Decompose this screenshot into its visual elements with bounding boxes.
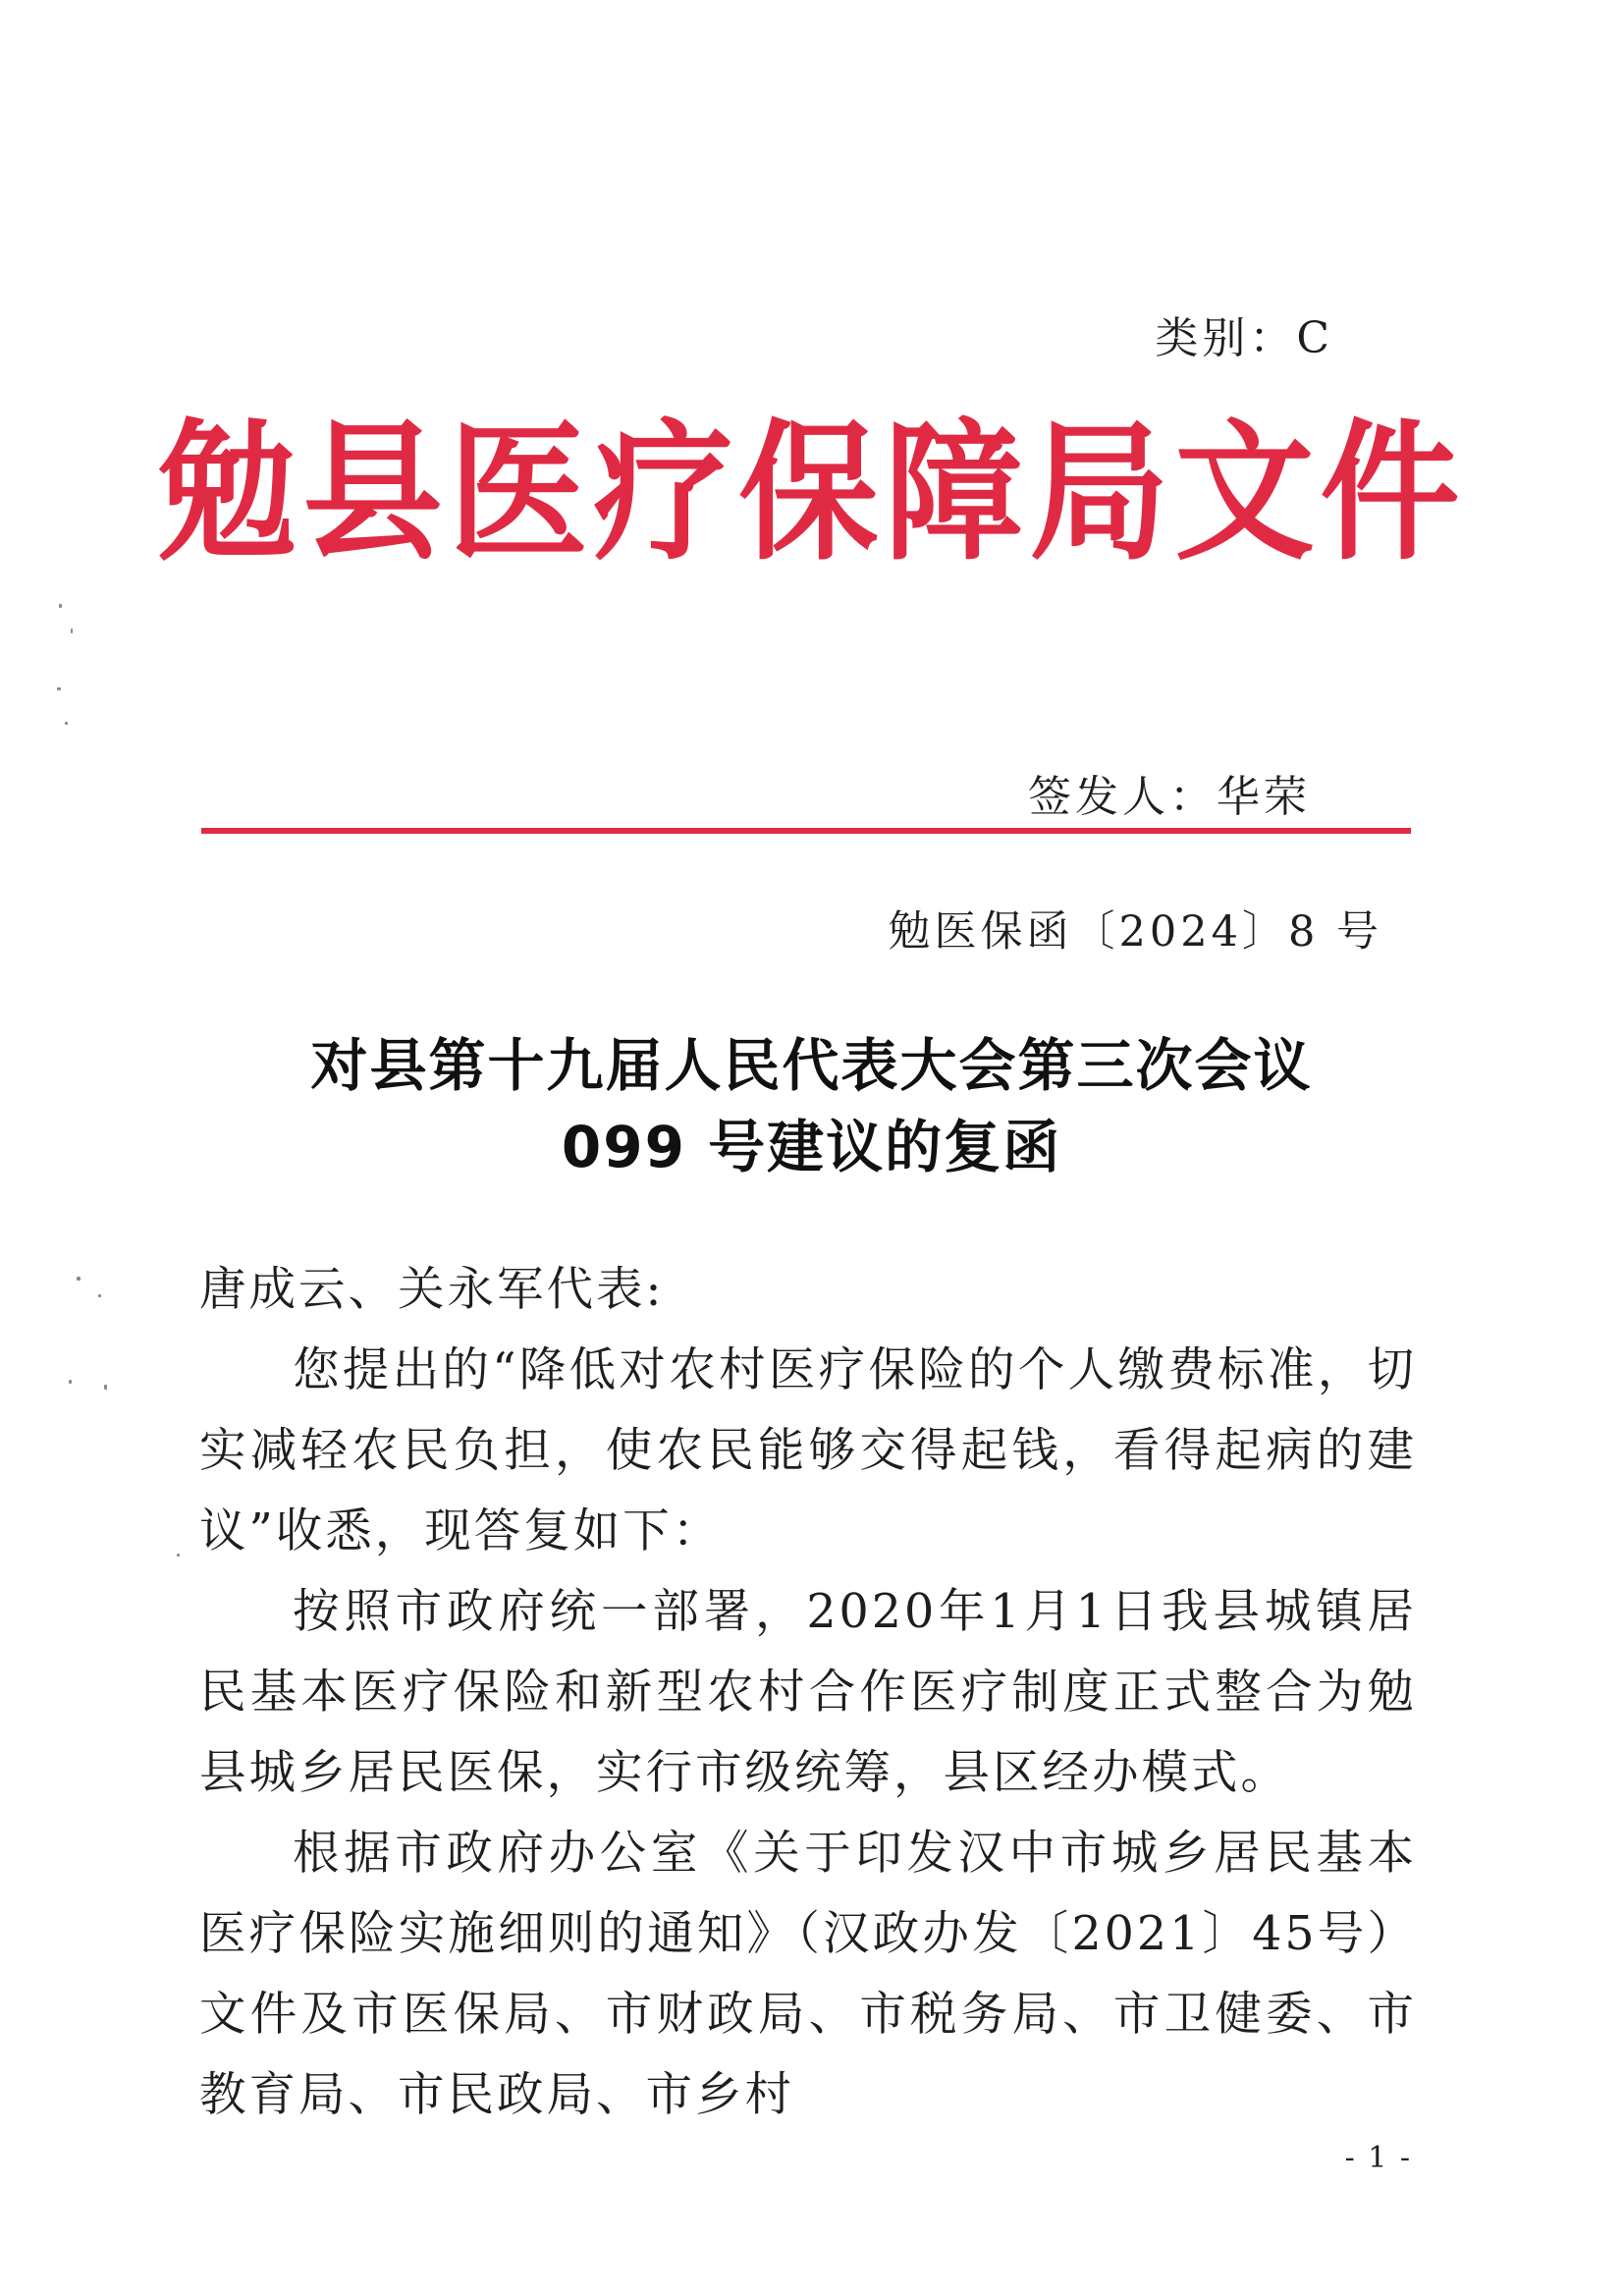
red-divider-line: [201, 828, 1411, 834]
document-title-line-1: 对县第十九届人民代表大会第三次会议: [310, 1032, 1313, 1099]
scan-speck: [177, 1554, 180, 1557]
scan-speck: [104, 1385, 107, 1390]
scan-speck: [65, 722, 68, 725]
scan-speck: [98, 1294, 101, 1297]
category-label: 类别：C: [1155, 313, 1333, 363]
scan-speck: [77, 1277, 81, 1281]
document-number: 勉医保函〔2024〕8 号: [888, 907, 1382, 957]
scan-speck: [71, 629, 73, 633]
document-title-line-2: 099 号建议的复函: [561, 1114, 1062, 1180]
scan-speck: [59, 604, 62, 608]
body-paragraph: 按照市政府统一部署，2020年1月1日我县城镇居民基本医疗保险和新型农村合作医疗制度正式整合为勉县城乡居民医保，实行市级统筹，县区经办模式。: [199, 1585, 1417, 1800]
body-paragraph: 您提出的“降低对农村医疗保险的个人缴费标准，切实减轻农民负担，使农民能够交得起钱，看得起病的建议”收悉，现答复如下：: [199, 1343, 1417, 1558]
issuer-header-title: 勉县医疗保障局文件: [157, 406, 1466, 581]
salutation: 唐成云、关永军代表:: [199, 1263, 665, 1317]
scan-speck: [69, 1380, 72, 1384]
page-number: - 1 -: [1344, 2141, 1412, 2175]
body-paragraph: 根据市政府办公室《关于印发汉中市城乡居民基本医疗保险实施细则的通知》（汉政办发〔2021〕45号）文件及市医保局、市财政局、市税务局、市卫健委、市教育局、市民政局、市乡村: [199, 1827, 1417, 2122]
scan-speck: [57, 687, 61, 690]
signer-label: 签发人：华荣: [1028, 772, 1311, 822]
